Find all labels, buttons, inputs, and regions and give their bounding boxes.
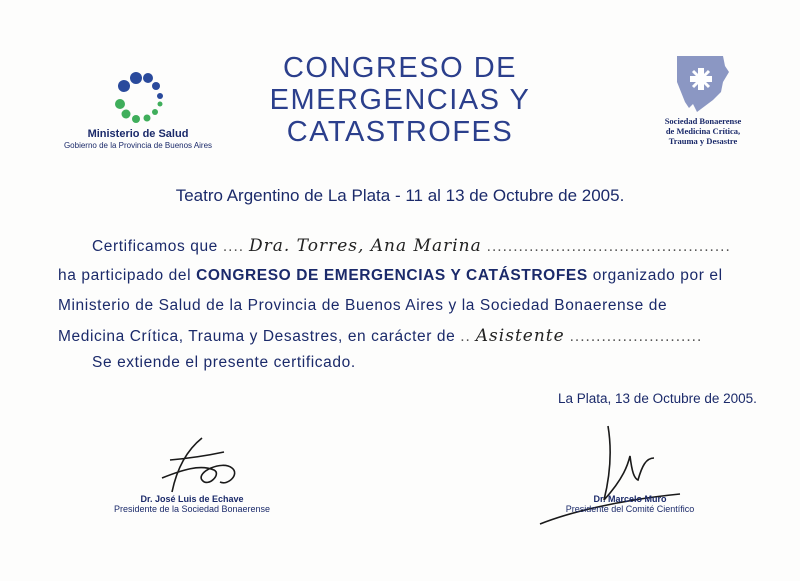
handwritten-signature-icon [132,430,252,500]
dot-leader: .............................................. [486,238,731,255]
signer-name-right: Dr. Marcelo Muro [593,494,667,504]
signer-role-right: Presidente del Comité Científico [565,504,695,514]
ministry-subtitle: Gobierno de la Provincia de Buenos Aires [63,141,213,150]
congress-name: CONGRESO DE EMERGENCIAS Y CATÁSTROFES [196,267,588,284]
closing-line: Se extiende el presente certificado. [92,354,356,371]
event-venue-dates: Teatro Argentino de La Plata - 11 al 13 de Octubre de 2005. [175,186,625,205]
dot-leader: .... [222,238,245,255]
organizers-line: Ministerio de Salud de la Provincia de Buenos Aires y la Sociedad Bonaerense de [58,297,668,314]
issue-date: La Plata, 13 de Octubre de 2005. [558,391,757,406]
title-line-2: EMERGENCIAS Y [269,84,531,116]
buenos-aires-map-icon [671,52,735,116]
participant-role: Asistente [475,326,565,346]
certify-prefix: Certificamos que [92,238,218,255]
dot-leader: .. [460,328,471,345]
society-name-line-1: Sociedad Bonaerense [664,116,742,126]
title-line-3: CATASTROFES [286,116,514,148]
dot-leader: ......................... [569,328,703,345]
signer-name-left: Dr. José Luis de Echave [140,494,244,504]
line2-prefix: ha participado del [58,267,192,284]
recipient-name: Dra. Torres, Ana Marina [248,236,482,256]
line2-suffix: organizado por el [592,267,723,284]
society-name-line-3: Trauma y Desastre [668,136,738,146]
certificate-title [230,52,570,148]
ministry-name: Ministerio de Salud [87,128,189,140]
role-line [58,326,702,346]
society-logo [628,52,778,146]
society-name-line-2: de Medicina Crítica, [665,126,741,136]
participation-line [58,267,723,285]
line4-prefix: Medicina Crítica, Trauma y Desastres, en carácter de [58,328,456,345]
ministry-logo [58,70,218,150]
title-line-1: CONGRESO DE [282,52,518,84]
certify-line [92,236,731,256]
ministry-emblem-icon [110,70,166,126]
signer-role-left: Presidente de la Sociedad Bonaerense [113,504,271,514]
